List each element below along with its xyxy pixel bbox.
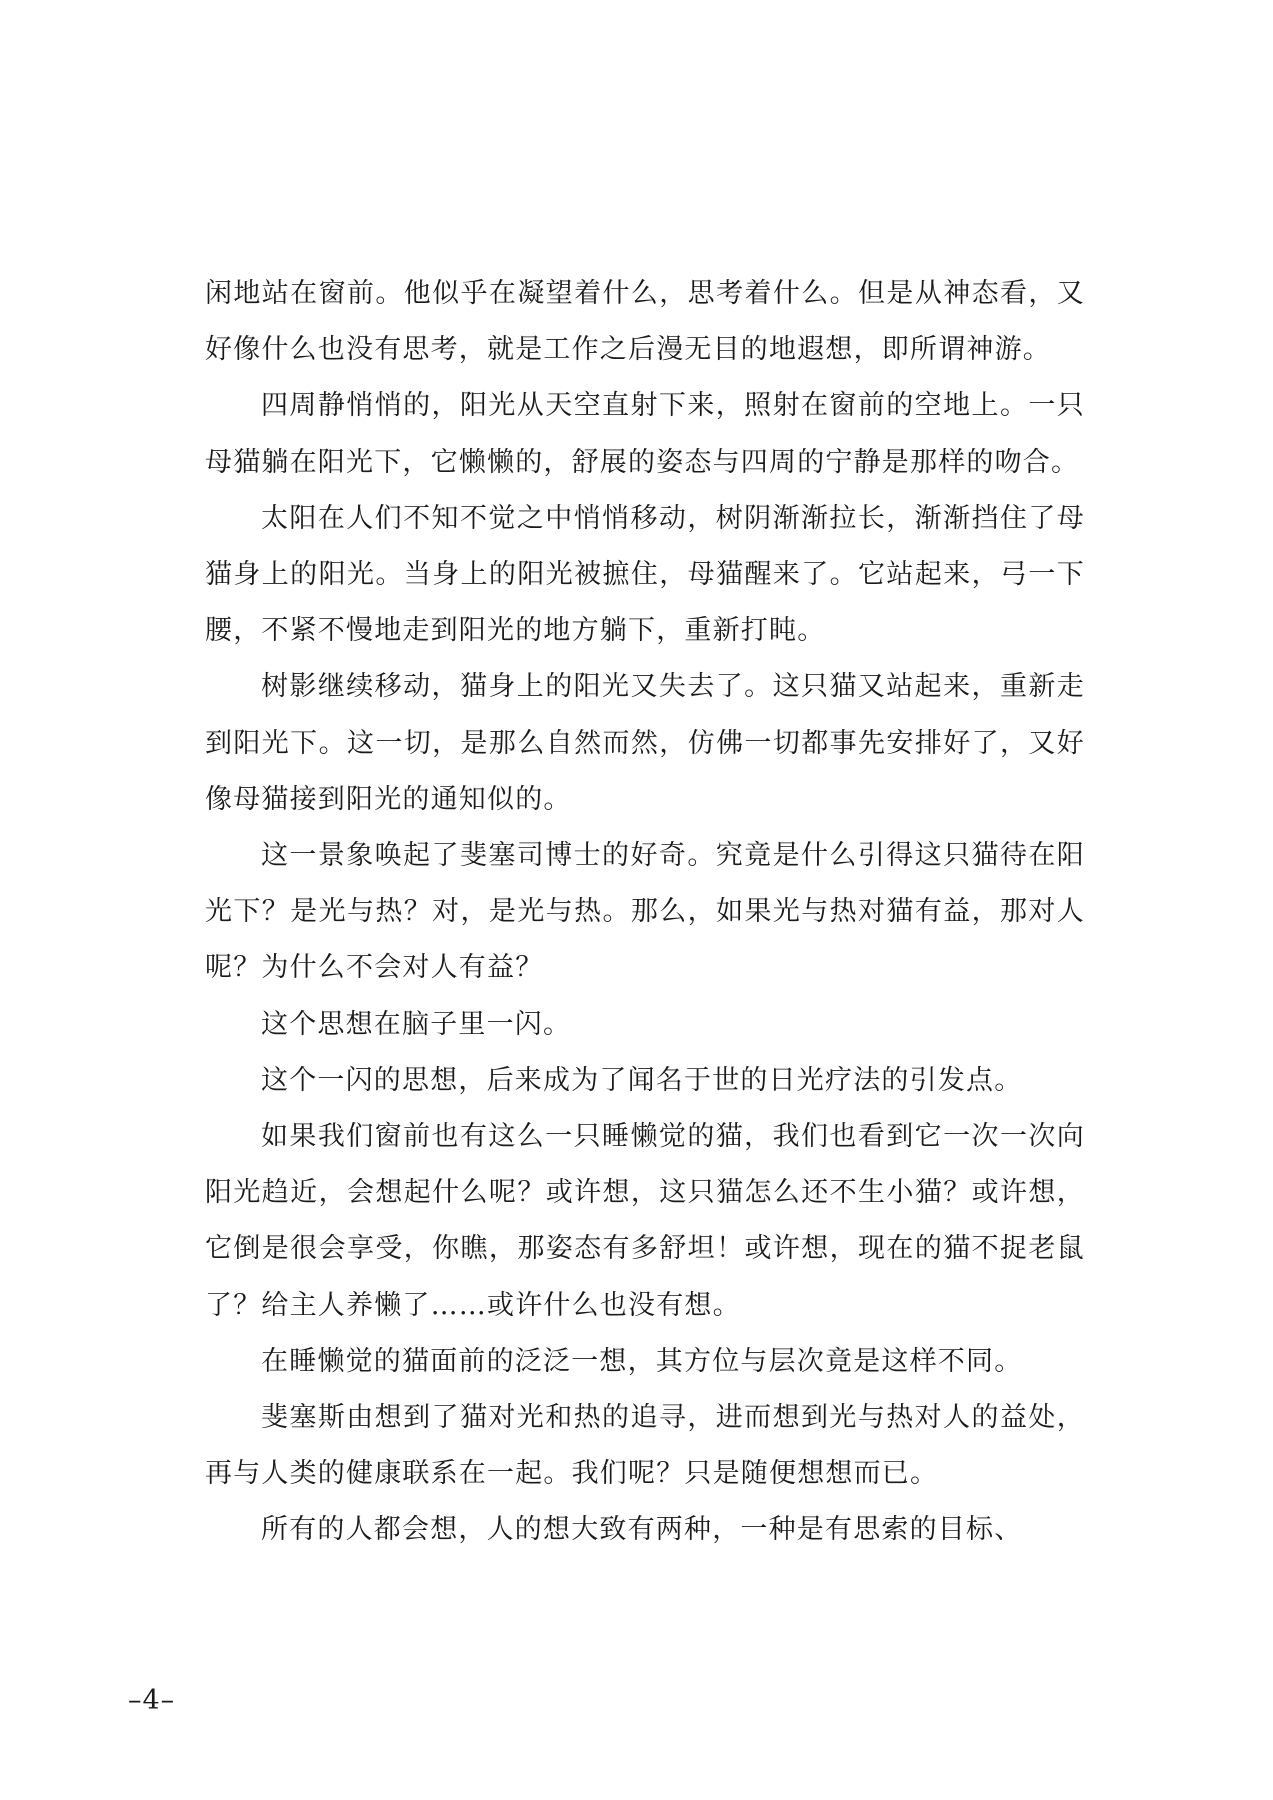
paragraph: 太阳在人们不知不觉之中悄悄移动，树阴渐渐拉长，渐渐挡住了母猫身上的阳光。当身上的阳光被摭住，母猫醒来了。它站起来，弓一下腰，不紧不慢地走到阳光的地方躺下，重新打盹。 (205, 502, 1085, 647)
paragraph-continued: 闲地站在窗前。他似乎在凝望着什么，思考着什么。但是从神态看，又好像什么也没有思考，就是工作之后漫无目的地遐想，即所谓神游。 (205, 278, 1085, 366)
paragraph: 四周静悄悄的，阳光从天空直射下来，照射在窗前的空地上。一只母猫躺在阳光下，它懒懒的，舒展的姿态与四周的宁静是那样的吻合。 (205, 390, 1085, 478)
paragraph: 斐塞斯由想到了猫对光和热的追寻，进而想到光与热对人的益处，再与人类的健康联系在一起。我们呢？只是随便想想而已。 (205, 1402, 1085, 1490)
paragraph: 所有的人都会想，人的想大致有两种，一种是有思索的目标、 (261, 1514, 1023, 1546)
paragraph: 这个思想在脑子里一闪。 (261, 1008, 572, 1040)
paragraph: 这个一闪的思想，后来成为了闻名于世的日光疗法的引发点。 (261, 1064, 1023, 1096)
page-number: –4– (128, 1685, 176, 1716)
paragraph: 这一景象唤起了斐塞司博士的好奇。究竟是什么引得这只猫待在阳光下？是光与热？对，是光与热。那么，如果光与热对猫有益，那对人呢？为什么不会对人有益？ (205, 840, 1085, 984)
paragraph: 树影继续移动，猫身上的阳光又失去了。这只猫又站起来，重新走到阳光下。这一切，是那么自然而然，仿佛一切都事先安排好了，又好像母猫接到阳光的通知似的。 (205, 671, 1085, 815)
paragraph: 在睡懒觉的猫面前的泛泛一想，其方位与层次竟是这样不同。 (261, 1345, 1023, 1377)
body-text (205, 266, 1085, 1559)
paragraph: 如果我们窗前也有这么一只睡懒觉的猫，我们也看到它一次一次向阳光趋近，会想起什么呢？或许想，这只猫怎么还不生小猫？或许想，它倒是很会享受，你瞧，那姿态有多舒坦！或许想，现在的猫不捉老鼠了？给主人养懒了……或许什么也没有想。 (205, 1121, 1085, 1321)
